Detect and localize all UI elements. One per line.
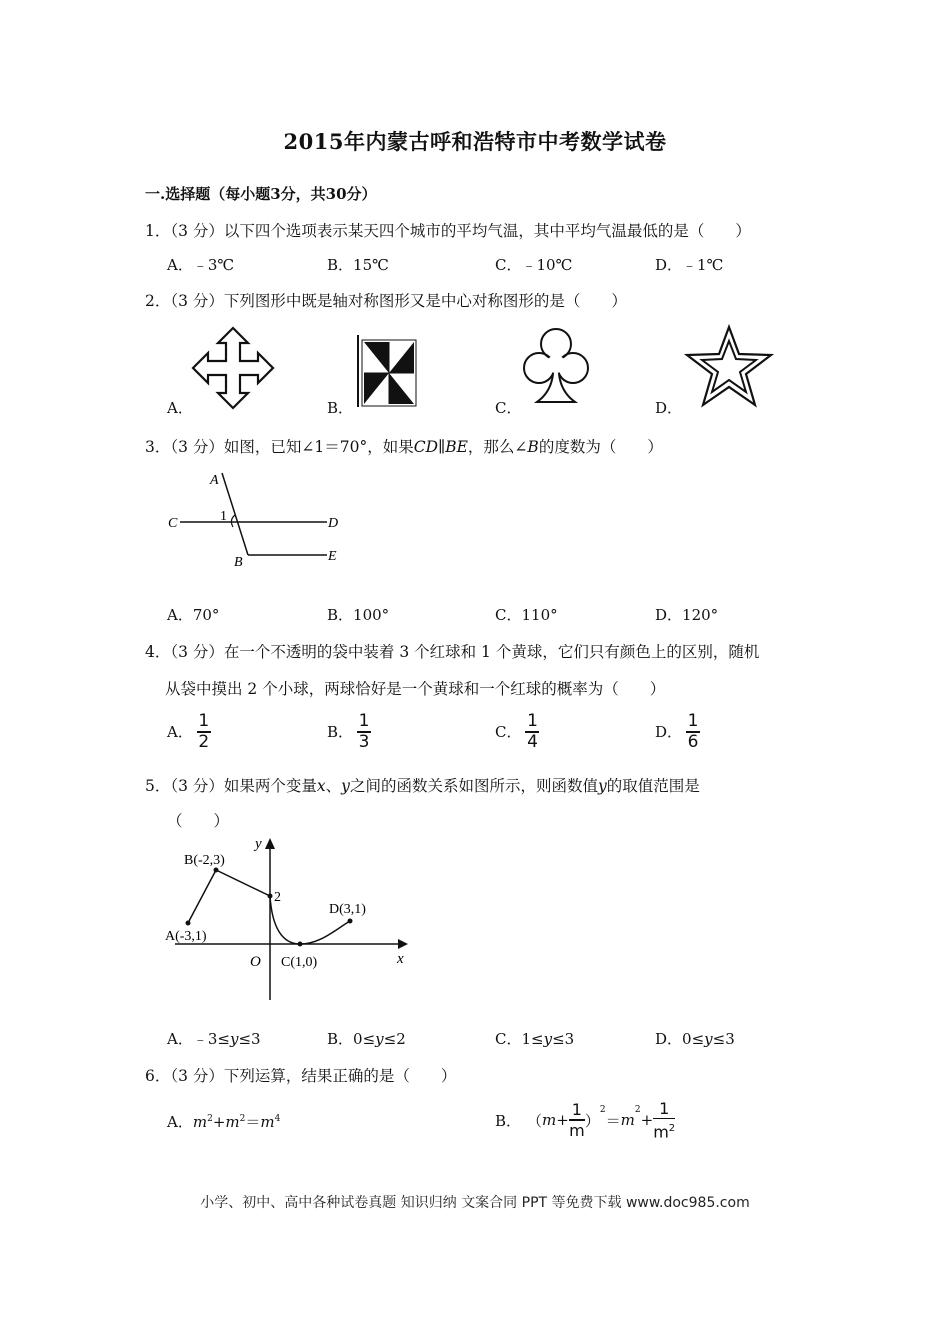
q6-b-plus1: +: [556, 1111, 569, 1129]
question-3-text: [145, 435, 663, 457]
question-6-text: 6．（3 分）下列运算，结果正确的是（ ）: [145, 1067, 457, 1085]
q6-a-m2: m: [225, 1113, 240, 1131]
q3-text-pre: 3．（3 分）如图，已知∠1＝70°，如果: [145, 438, 414, 456]
q6-option-a: [167, 1111, 280, 1132]
question-4-line-2: 从袋中摸出 2 个小球，两球恰好是一个黄球和一个红球的概率为（ ）: [165, 680, 666, 698]
q2-option-b: B．: [327, 399, 354, 417]
q3-text-cd: CD: [413, 438, 439, 456]
star-figure: [684, 324, 774, 408]
q4-option-d-fraction: [686, 712, 700, 752]
fig5-x-axis-label: x: [397, 951, 404, 967]
parallel-lines-figure: [160, 465, 360, 575]
fig3-label-e: E: [328, 549, 337, 564]
section-heading: 一.选择题（每小题3分，共30分）: [145, 185, 377, 203]
q5-b-post: ≤2: [383, 1030, 406, 1048]
q5-text-post: 的取值范围是: [606, 777, 700, 795]
q6-b-frac2-num: 1: [659, 1098, 670, 1118]
q4-option-a-label: A．: [167, 723, 193, 742]
fig5-y-axis-label: y: [255, 836, 262, 852]
q4-option-d-label: D．: [655, 723, 683, 742]
fig5-point-b-label: B(-2,3): [184, 853, 225, 868]
fig5-origin-label: O: [250, 954, 261, 970]
q6-b-frac2-den-exp: 2: [668, 1123, 676, 1135]
q6-option-b: [495, 1097, 675, 1143]
fig3-label-1: 1: [220, 509, 227, 524]
q1-option-d: D．﹣1℃: [655, 256, 724, 274]
q6-b-label: B．: [495, 1111, 522, 1130]
q5-option-c: [495, 1028, 574, 1049]
q5-sep: 、: [325, 777, 342, 795]
q5-option-b: [327, 1028, 406, 1049]
q6-b-close-paren: ）: [584, 1111, 600, 1130]
q6-b-exp: 2: [599, 1105, 606, 1115]
q3-parallel: ∥: [438, 438, 446, 456]
fig5-point-c-label: C(1,0): [281, 955, 318, 970]
four-arrow-cross-figure: [190, 325, 276, 411]
q4-option-c-fraction: [525, 712, 539, 752]
q2-option-c: C．: [495, 399, 522, 417]
question-2-text: 2．（3 分）下列图形中既是轴对称图形又是中心对称图形的是（ ）: [145, 292, 627, 310]
q4-option-a: [167, 712, 211, 752]
q5-option-a: [167, 1028, 261, 1049]
q4-a-numerator: 1: [198, 711, 210, 731]
footer-text: 小学、初中、高中各种试卷真题 知识归纳 文案合同 PPT 等免费下载 www.doc985.com: [200, 1195, 750, 1211]
q4-option-d: [655, 712, 700, 752]
q4-option-b-label: B．: [327, 723, 354, 742]
q6-a-plus: +: [212, 1113, 226, 1131]
q4-b-denominator: 3: [358, 731, 370, 752]
q4-d-denominator: 6: [687, 731, 699, 752]
club-figure: [523, 326, 589, 406]
q6-b-plus2: +: [640, 1111, 654, 1129]
question-1-text: 1．（3 分）以下四个选项表示某天四个城市的平均气温，其中平均气温最低的是（ ）: [145, 222, 751, 240]
fig3-label-a: A: [210, 473, 219, 488]
fig3-label-d: D: [328, 516, 339, 531]
q5-option-d: [655, 1028, 735, 1049]
question-4-line-1: 4．（3 分）在一个不透明的袋中装着 3 个红球和 1 个黄球，它们只有颜色上的区别，随机: [145, 643, 760, 661]
q5-var-y: y: [341, 777, 350, 795]
q5-c-pre: C．1≤: [495, 1030, 544, 1048]
q3-text-post2: 的度数为（ ）: [538, 438, 663, 456]
q4-b-numerator: 1: [358, 711, 370, 731]
question-5-text: [145, 774, 700, 796]
q4-option-b-fraction: [357, 712, 371, 752]
q6-b-open-paren: （: [527, 1111, 543, 1130]
q5-b-pre: B．0≤: [327, 1030, 376, 1048]
q6-a-exp2: 2: [239, 1114, 246, 1124]
q6-b-m1: m: [542, 1111, 557, 1129]
q6-a-eq: ＝: [245, 1113, 261, 1131]
fig5-point-a-label: A(-3,1): [165, 929, 207, 944]
q6-b-frac2-den: [653, 1119, 675, 1141]
q6-b-frac1-den: m: [569, 1120, 585, 1140]
q5-var-x: x: [316, 777, 326, 795]
q6-a-exp3: 4: [274, 1114, 281, 1124]
q5-a-pre: A．﹣3≤: [167, 1030, 230, 1048]
q5-c-var: y: [543, 1030, 553, 1048]
q5-b-var: y: [375, 1030, 384, 1048]
q6-a-m3: m: [260, 1113, 275, 1131]
page-title: 2015年内蒙古呼和浩特市中考数学试卷: [283, 129, 667, 154]
pinwheel-figure: [354, 332, 420, 410]
q5-text-pre: 5．（3 分）如果两个变量: [145, 777, 317, 795]
q3-option-c: C．110°: [495, 606, 558, 624]
q5-d-pre: D．0≤: [655, 1030, 705, 1048]
fig5-label-2: 2: [274, 890, 281, 905]
q3-option-b: B．100°: [327, 606, 390, 624]
q4-option-b: [327, 712, 371, 752]
q6-b-m2: m: [620, 1111, 635, 1129]
q3-text-be: BE: [445, 438, 468, 456]
q1-option-c: C．﹣10℃: [495, 256, 573, 274]
q6-b-eq: ＝: [605, 1111, 621, 1130]
function-graph-figure: [160, 832, 420, 1004]
q5-d-var: y: [704, 1030, 713, 1048]
q3-text-post1: ，那么∠: [467, 438, 528, 456]
q5-var-y-2: y: [597, 777, 607, 795]
q2-option-d: D．: [655, 399, 683, 417]
q6-b-fraction-2: [653, 1099, 675, 1142]
q5-text-mid: 之间的函数关系如图所示，则函数值: [349, 777, 598, 795]
q4-option-c-label: C．: [495, 723, 522, 742]
fig3-label-c: C: [168, 516, 178, 531]
q4-option-a-fraction: [197, 712, 211, 752]
q6-b-exp2: 2: [634, 1105, 641, 1115]
q6-b-frac2-den-m: m: [653, 1122, 669, 1142]
q4-a-denominator: 2: [198, 731, 210, 752]
q1-option-a: A．﹣3℃: [167, 256, 235, 274]
question-5-paren: （ ）: [167, 812, 230, 830]
q5-a-var: y: [229, 1030, 239, 1048]
q3-option-a: A．70°: [167, 606, 220, 624]
q4-c-denominator: 4: [527, 731, 538, 752]
q5-d-post: ≤3: [712, 1030, 735, 1048]
q4-option-c: [495, 712, 539, 752]
q2-option-a: A．: [167, 399, 193, 417]
q6-a-m1: m: [192, 1113, 208, 1131]
q6-a-exp1: 2: [207, 1114, 213, 1124]
q1-option-b: B．15℃: [327, 256, 389, 274]
q4-c-numerator: 1: [527, 711, 538, 731]
q6-b-fraction-1: [569, 1100, 585, 1140]
fig3-label-b: B: [234, 555, 243, 570]
fig5-point-d-label: D(3,1): [329, 902, 366, 917]
q6-b-frac1-num: 1: [571, 1100, 582, 1120]
q6-a-label: A．: [167, 1113, 193, 1131]
q3-option-d: D．120°: [655, 606, 719, 624]
q5-a-post: ≤3: [238, 1030, 261, 1048]
q3-text-b: B: [527, 438, 539, 456]
q4-d-numerator: 1: [687, 711, 699, 731]
q5-c-post: ≤3: [552, 1030, 575, 1048]
